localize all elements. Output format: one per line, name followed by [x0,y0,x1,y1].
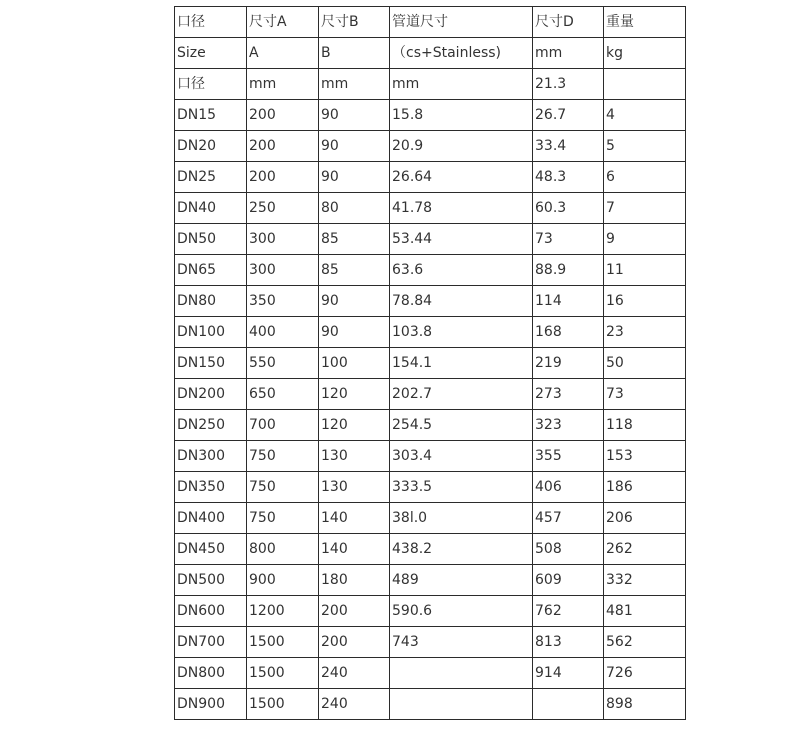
cell-dim-b: 90 [319,131,390,162]
cell-size: DN50 [175,224,247,255]
cell-dim-d: 114 [533,286,604,317]
cell-dim-b: 90 [319,286,390,317]
cell-weight: 562 [604,627,686,658]
table-row [175,131,686,162]
table-row [175,627,686,658]
cell-dim-a: 1500 [247,689,319,720]
cell-dim-a: 250 [247,193,319,224]
cell-dim-d: 323 [533,410,604,441]
cell-dim-d: mm [533,38,604,69]
cell-dim-a: 650 [247,379,319,410]
cell-pipe-size: 333.5 [390,472,533,503]
cell-dim-d: 219 [533,348,604,379]
cell-weight: 6 [604,162,686,193]
cell-dim-b: 90 [319,162,390,193]
cell-pipe-size: 303.4 [390,441,533,472]
cell-size: 口径 [175,7,247,38]
cell-dim-d: 73 [533,224,604,255]
cell-dim-d: 355 [533,441,604,472]
table-row [175,379,686,410]
cell-dim-b: 200 [319,627,390,658]
cell-weight: 481 [604,596,686,627]
cell-dim-a: 900 [247,565,319,596]
cell-dim-b: 120 [319,410,390,441]
cell-dim-d: 88.9 [533,255,604,286]
header-row [175,7,686,38]
cell-dim-d: 尺寸D [533,7,604,38]
cell-pipe-size: 103.8 [390,317,533,348]
table-row [175,69,686,100]
cell-dim-a: 400 [247,317,319,348]
table-row [175,286,686,317]
cell-dim-a: A [247,38,319,69]
cell-size: Size [175,38,247,69]
cell-size: DN65 [175,255,247,286]
table-row [175,565,686,596]
cell-weight: 726 [604,658,686,689]
table-row [175,317,686,348]
cell-dim-d: 762 [533,596,604,627]
table-row [175,100,686,131]
cell-size: DN40 [175,193,247,224]
cell-dim-d: 457 [533,503,604,534]
cell-dim-b: mm [319,69,390,100]
cell-dim-a: 700 [247,410,319,441]
cell-size: DN350 [175,472,247,503]
cell-dim-a: 200 [247,162,319,193]
cell-dim-b: 100 [319,348,390,379]
cell-size: DN250 [175,410,247,441]
cell-pipe-size: 489 [390,565,533,596]
cell-pipe-size: 53.44 [390,224,533,255]
table-row [175,658,686,689]
cell-pipe-size: 202.7 [390,379,533,410]
cell-weight [604,69,686,100]
cell-size: DN800 [175,658,247,689]
cell-dim-a: 1200 [247,596,319,627]
cell-weight: 50 [604,348,686,379]
cell-dim-d: 168 [533,317,604,348]
cell-dim-b: 尺寸B [319,7,390,38]
cell-size: DN20 [175,131,247,162]
cell-weight: 9 [604,224,686,255]
cell-weight: 11 [604,255,686,286]
cell-pipe-size: 38l.0 [390,503,533,534]
cell-dim-b: 85 [319,224,390,255]
cell-pipe-size: 154.1 [390,348,533,379]
cell-dim-b: 80 [319,193,390,224]
cell-dim-a: 350 [247,286,319,317]
cell-weight: 5 [604,131,686,162]
cell-dim-b: 130 [319,441,390,472]
cell-weight: 332 [604,565,686,596]
cell-dim-a: 300 [247,224,319,255]
cell-size: DN15 [175,100,247,131]
cell-dim-d: 60.3 [533,193,604,224]
cell-size: DN900 [175,689,247,720]
cell-dim-a: 800 [247,534,319,565]
cell-dim-b: 140 [319,534,390,565]
cell-weight: 重量 [604,7,686,38]
cell-weight: 206 [604,503,686,534]
cell-pipe-size: 20.9 [390,131,533,162]
cell-dim-b: 90 [319,317,390,348]
cell-dim-d [533,689,604,720]
cell-pipe-size: 15.8 [390,100,533,131]
cell-weight: 262 [604,534,686,565]
cell-dim-a: 尺寸A [247,7,319,38]
table-row [175,534,686,565]
cell-size: DN300 [175,441,247,472]
cell-pipe-size: mm [390,69,533,100]
table-row [175,193,686,224]
cell-pipe-size: 438.2 [390,534,533,565]
cell-pipe-size: 41.78 [390,193,533,224]
cell-dim-a: 750 [247,472,319,503]
cell-dim-a: 300 [247,255,319,286]
cell-pipe-size: 26.64 [390,162,533,193]
cell-weight: kg [604,38,686,69]
cell-pipe-size: （cs+Stainless) [390,38,533,69]
cell-dim-b: B [319,38,390,69]
cell-dim-b: 120 [319,379,390,410]
cell-dim-a: 200 [247,131,319,162]
cell-dim-d: 914 [533,658,604,689]
table-row [175,503,686,534]
cell-pipe-size: 78.84 [390,286,533,317]
cell-size: 口径 [175,69,247,100]
cell-pipe-size: 743 [390,627,533,658]
cell-dim-a: 550 [247,348,319,379]
table-row [175,224,686,255]
table-row [175,255,686,286]
table-row [175,348,686,379]
cell-dim-a: mm [247,69,319,100]
cell-size: DN80 [175,286,247,317]
cell-size: DN400 [175,503,247,534]
cell-dim-d: 609 [533,565,604,596]
cell-size: DN100 [175,317,247,348]
cell-weight: 23 [604,317,686,348]
cell-dim-a: 1500 [247,658,319,689]
cell-dim-a: 200 [247,100,319,131]
table-row [175,38,686,69]
table-row [175,689,686,720]
cell-dim-b: 180 [319,565,390,596]
cell-size: DN500 [175,565,247,596]
table-row [175,162,686,193]
cell-dim-d: 33.4 [533,131,604,162]
cell-dim-d: 273 [533,379,604,410]
cell-dim-b: 240 [319,689,390,720]
cell-weight: 16 [604,286,686,317]
cell-weight: 153 [604,441,686,472]
cell-size: DN600 [175,596,247,627]
cell-pipe-size: 63.6 [390,255,533,286]
cell-dim-b: 240 [319,658,390,689]
cell-dim-d: 406 [533,472,604,503]
cell-dim-d: 48.3 [533,162,604,193]
cell-weight: 186 [604,472,686,503]
cell-pipe-size: 管道尺寸 [390,7,533,38]
cell-dim-b: 200 [319,596,390,627]
cell-pipe-size: 254.5 [390,410,533,441]
cell-pipe-size [390,658,533,689]
cell-size: DN25 [175,162,247,193]
spec-table-body [175,7,686,720]
cell-weight: 898 [604,689,686,720]
table-row [175,472,686,503]
cell-dim-b: 90 [319,100,390,131]
spec-table [174,6,686,720]
table-row [175,410,686,441]
cell-dim-d: 508 [533,534,604,565]
cell-dim-a: 750 [247,503,319,534]
cell-dim-d: 813 [533,627,604,658]
cell-weight: 73 [604,379,686,410]
cell-dim-a: 750 [247,441,319,472]
cell-weight: 4 [604,100,686,131]
cell-dim-d: 26.7 [533,100,604,131]
cell-size: DN200 [175,379,247,410]
table-row [175,596,686,627]
cell-weight: 118 [604,410,686,441]
cell-pipe-size [390,689,533,720]
cell-dim-d: 21.3 [533,69,604,100]
cell-weight: 7 [604,193,686,224]
cell-size: DN450 [175,534,247,565]
cell-dim-a: 1500 [247,627,319,658]
cell-dim-b: 85 [319,255,390,286]
cell-size: DN700 [175,627,247,658]
cell-dim-b: 130 [319,472,390,503]
cell-dim-b: 140 [319,503,390,534]
cell-pipe-size: 590.6 [390,596,533,627]
cell-size: DN150 [175,348,247,379]
table-row [175,441,686,472]
